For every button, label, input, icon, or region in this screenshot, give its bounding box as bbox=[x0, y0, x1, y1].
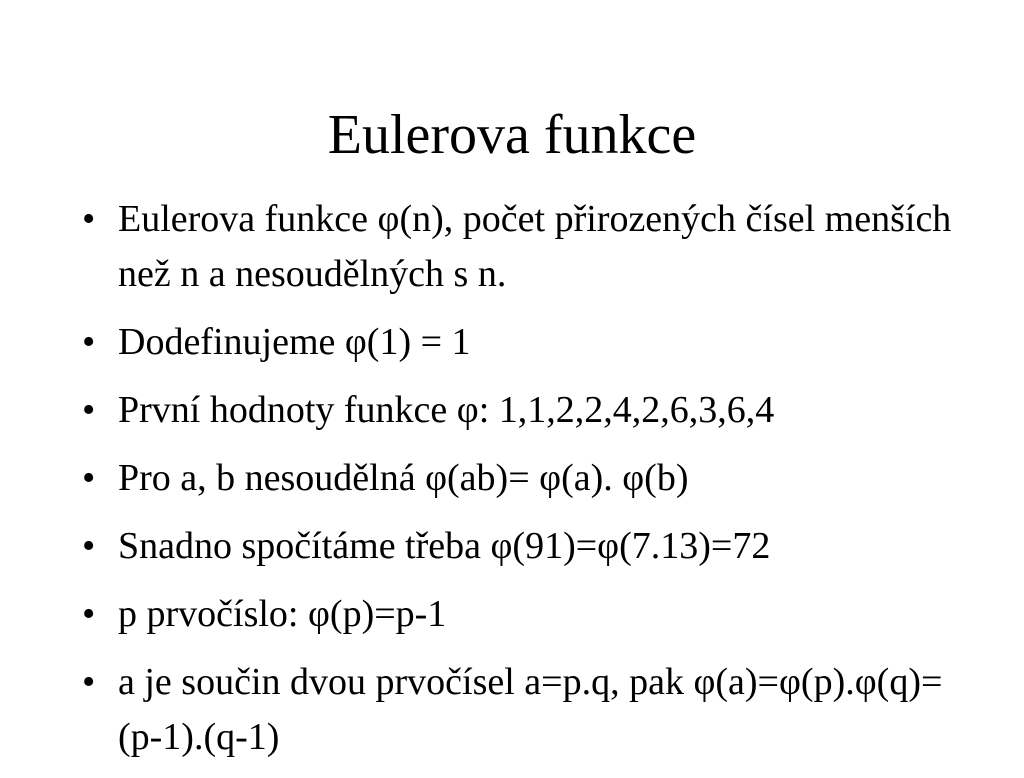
bullet-text: Dodefinujeme φ(1) = 1 bbox=[118, 321, 471, 363]
bullet-text: Pro a, b nesoudělná φ(ab)= φ(a). φ(b) bbox=[118, 457, 689, 499]
bullet-item-prime bbox=[82, 587, 962, 642]
bullet-icon: • bbox=[82, 593, 96, 635]
bullet-text: p prvočíslo: φ(p)=p-1 bbox=[118, 593, 447, 635]
bullet-list bbox=[82, 192, 962, 778]
bullet-item-euler-definition bbox=[82, 192, 962, 302]
bullet-icon: • bbox=[82, 389, 96, 431]
bullet-icon: • bbox=[82, 321, 96, 363]
bullet-icon: • bbox=[82, 661, 96, 703]
bullet-icon: • bbox=[82, 525, 96, 567]
slide-title: Eulerova funkce bbox=[327, 104, 697, 166]
bullet-text: První hodnoty funkce φ: 1,1,2,2,4,2,6,3,6,4 bbox=[118, 389, 775, 431]
bullet-item-multiplicative bbox=[82, 451, 962, 506]
bullet-text: Eulerova funkce φ(n), počet přirozených čísel menších než n a nesoudělných s n. bbox=[118, 198, 952, 295]
bullet-item-product-of-primes bbox=[82, 655, 962, 765]
bullet-icon: • bbox=[82, 457, 96, 499]
bullet-item-example-91 bbox=[82, 519, 962, 574]
bullet-text: Snadno spočítáme třeba φ(91)=φ(7.13)=72 bbox=[118, 525, 771, 567]
bullet-icon: • bbox=[82, 198, 96, 240]
bullet-item-first-values bbox=[82, 383, 962, 438]
bullet-item-phi-one bbox=[82, 315, 962, 370]
bullet-text: a je součin dvou prvočísel a=p.q, pak φ(a)=φ(p).φ(q)=(p-1).(q-1) bbox=[118, 661, 943, 758]
